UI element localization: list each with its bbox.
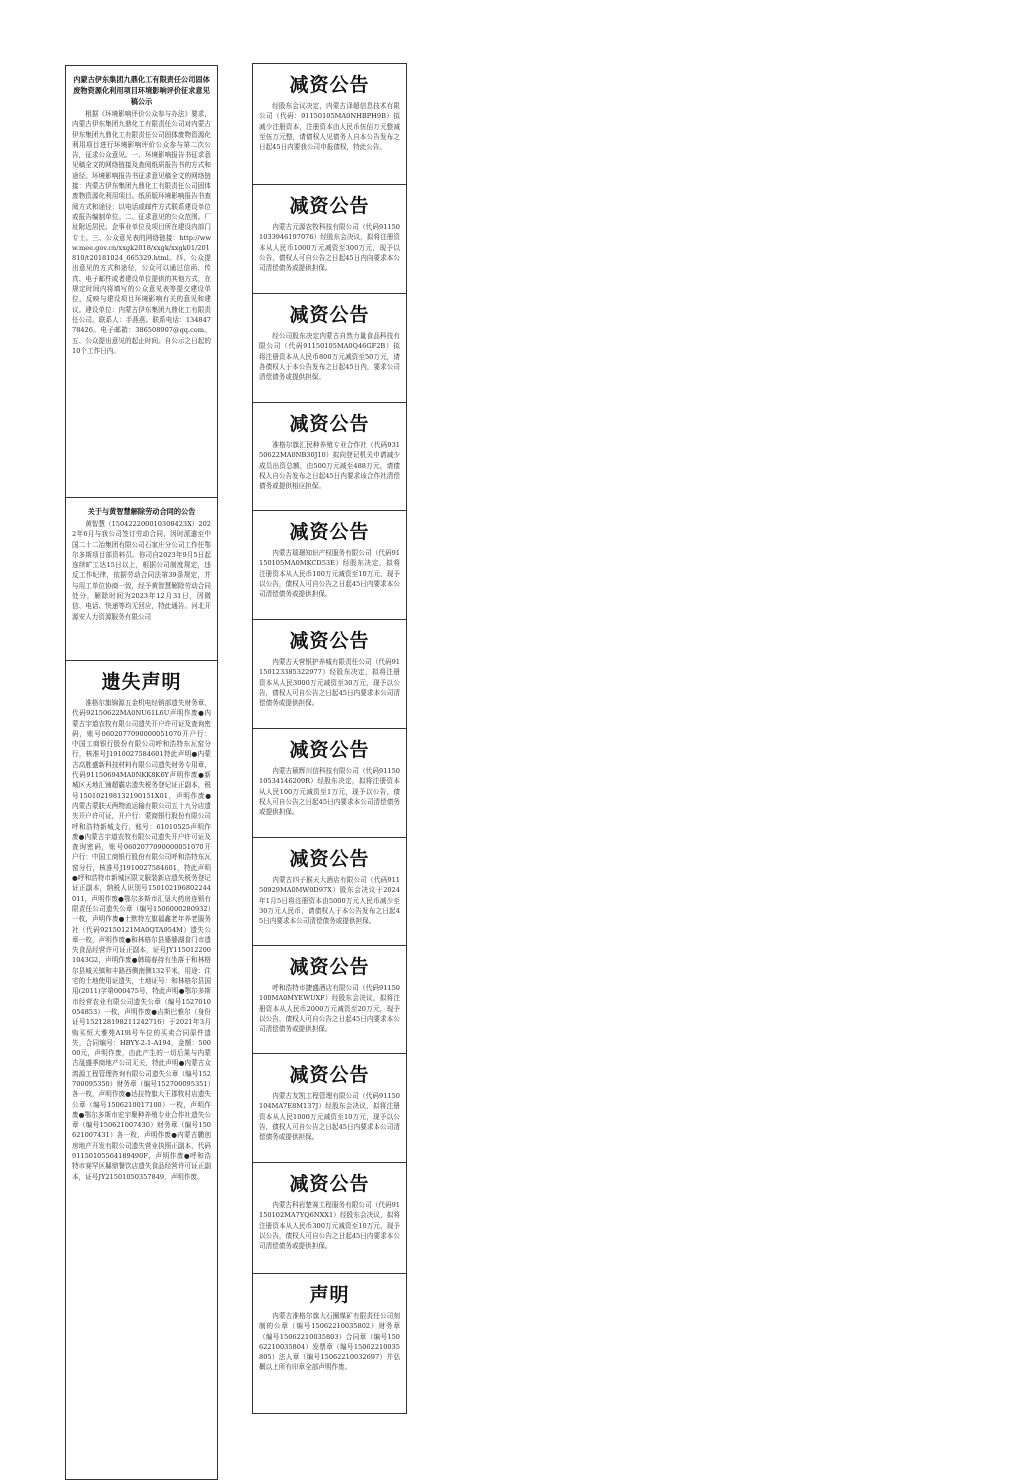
notice-title: 减资公告 bbox=[289, 195, 370, 217]
notice-body: 准格尔旗汇民种养殖专业合作社（代码93150622MA0NB30J10）拟向登记机关申请减少成员出资总额，由500万元减至488万元，请债权人自公告发布之日起45日内要求该合作社清偿债务或提供相应担保。 bbox=[259, 441, 400, 491]
capital-reduction-notice bbox=[253, 1163, 406, 1274]
capital-reduction-notice bbox=[253, 185, 406, 294]
notice-title: 减资公告 bbox=[289, 304, 370, 326]
eia-notice-title: 内蒙古伊东集团九鼎化工有限责任公司固体废物资源化利用项目环境影响评价征求意见稿公示 bbox=[73, 75, 210, 106]
capital-reduction-notice bbox=[253, 511, 406, 620]
capital-reduction-notice bbox=[253, 403, 406, 511]
notice-title: 减资公告 bbox=[289, 1064, 370, 1086]
capital-reduction-notice bbox=[253, 294, 406, 403]
labor-contract-notice-body: 黄智慧（150422200010308423X）2022年6月与我公司签订劳动合同，因时派遣至中国二十二冶集团有限公司石家庄分公司工作任鄂尔多斯项目部资料员。你司自2023年9月5日起连续旷工达15日以上，根据公司制度规定，违反工作纪律，依据劳动合同法第39条规定，并与用工单位协商一致，经予黄智慧解除劳动合同处分，解除时间为2023年12月31日，因微信、电话、快递等均无回应，特此通告。河北开源安人力资源服务有限公司 bbox=[72, 520, 211, 621]
lost-declaration-body: 准格尔旗锦源五金机电经销部遗失财务章，代码92150622MA0NU61L6U声明作废●内蒙古宇道农牧有限公司遗失开户许可证及查询密码，账号0602077090000051070开户行：中国工商银行股份有限公司呼和浩特东瓦窑分行，核准号J1910027584601特此声明●内蒙古高胜盛新科技材料有限公司遗失财务专用章，代码91150694MA0NKK8K6Y声明作废●新城区天地汇铺超霸店遗失税务登记证正副本，税号150102198132190151X01，声明作废●内蒙古蒙肤天两物流运输有限公司五十九分店遗失开户许可证，开户行：蒙商银行股份有限公司呼和浩特新城支行，账号：61010525声明作废●内蒙古宇道农牧有限公司遗失开户许可证及查询密码，账号0602077090000051070开户行：中国工商银行股份有限公司呼和浩特东瓦窑分行，核准号J1910027584601，特此声明●呼和浩特市新城区限文服装新店遗失税务登记证正副本，纳税人识别号150102196802244011，声明作废●鄂尔多斯市汇垦大药房连锁有限责任公司遗失公章（编号1506000280932）一枚，声明作废●土默特左旗福鑫老年养老服务社（代码92150121MA0QTA954M）遗失公章一枚，声明作废●和林格尔县婆婆湖食门市遗失食品经营许可证正副本，证号JY1150122001043G2，声明作废●韩瑞春持有坐落于和林格尔县城关镇和丰路西侧南侧132平米，用途：住宅的土地使用证遗失，土地证号：和林格尔县国用(2011)字第000475号，特此声明●鄂尔多斯市经营农业有限公司遗失公章（编号1527010054853）一枚，声明作废●吉斯巴雅尔（身份证号152128198211242716）于2021年3月购买恒大雅苑A19l号车位的买卖合同原件遗失，合同编号：HBYY-2-1-A194，金额：50000元，声明作废，由此产生的一切后果与内蒙古晟盛季商地产公司无关，特此声明●内蒙古众鸿源工程管理咨询有限公司遗失公章（编号15270009535​0）财务章（编号15270009535​1）各一枚，声明作废●达拉特旗大王郡牧村店遗失公章（编号1506210017100）一枚，声明作废●鄂尔多斯市宏宇聚种养殖专业合作社遗失公章（编号150621007430）财务章（编号150621007431）各一枚，声明作废●内蒙古鹏创房地产开发有限公司遗失营业执照正副本，代码9115010556418949​0F，声明作废●呼和浩特市赛罕区縣鼎餐饮店遗失食品经营许可证正副本，证号JY21501050357849，声明作废。 bbox=[72, 699, 211, 1181]
capital-reduction-notice bbox=[253, 620, 406, 729]
eia-notice bbox=[66, 66, 217, 498]
capital-reduction-notice bbox=[253, 729, 406, 838]
declaration-title: 声明 bbox=[309, 1284, 350, 1306]
lost-declaration-title: 遗失声明 bbox=[101, 671, 182, 693]
notice-body: 呼和浩特市捷盛酒店有限公司（代码91150100MA0MYEWUXF）经股东会决议，拟将注册资本从人民币2000万元减资至20万元，现予以公告，债权人可自公告之日起45日内要求本公司清偿债务或提供担保。 bbox=[259, 984, 400, 1034]
notice-body: 经股东会议决定，内蒙古泽超信息技术有限公司（代码：91150105MA0NHBPH9B）拟减少注册资本，注册资本由人民币伍佰万元整减至伍万元整，请债权人见债务人自本公告发布之日起45日内要我公司申报债权，特此公告。 bbox=[259, 102, 400, 152]
notice-body: 内蒙古天营银护养城有限责任公司（代码91150123385322977）经股东决定，拟将注册资本从人民3000万元减资至30万元，现予以公告，债权人可自公告之日起45日内要求本公司清偿债务或提供担保。 bbox=[259, 658, 400, 708]
notice-title: 减资公告 bbox=[289, 521, 370, 543]
lost-declaration bbox=[66, 661, 217, 1479]
labor-contract-notice bbox=[66, 498, 217, 661]
capital-reduction-notice bbox=[253, 64, 406, 185]
capital-reduction-notice bbox=[253, 1054, 406, 1163]
left-column bbox=[65, 65, 218, 1480]
notice-title: 减资公告 bbox=[289, 739, 370, 761]
notice-title: 减资公告 bbox=[289, 74, 370, 96]
notice-title: 减资公告 bbox=[289, 848, 370, 870]
notice-body: 内蒙古瑞璟知识产权服务有限公司（代码91150105MA0MKCD53E）经股东决定，拟将注册资本从人民币100万元减资至10万元，现予以公告，债权人可自公告之日起45日内要求本公司清偿债务或提供担保。 bbox=[259, 549, 400, 599]
notice-body: 经公司股东决定内蒙古自然力量食品科技有限公司（代码91150105MA0Q46GF2B）拟将注册资本从人民币800万元减资至50万元，请各债权人于本公告发布之日起45日内，要求公司清偿债务或提供担保。 bbox=[259, 332, 400, 382]
capital-reduction-notice bbox=[253, 838, 406, 946]
notice-title: 减资公告 bbox=[289, 956, 370, 978]
notice-body: 内蒙古友凯工程管理有限公司（代码91150104MA7E8M137J）经股东会决议，拟将注册资本从人民1000万元减资至10万元，现予以公告，债权人可自公告之日起45日内要求本公司清偿债务或提供担保。 bbox=[259, 1092, 400, 1142]
right-column bbox=[252, 63, 407, 1414]
notice-body: 内蒙古科岩楚赛工程服务有限公司（代码91150102MA7YQ6NXX1）经股东会决议，拟将注册资本从人民币300万元减资至10万元，现予以公告，债权人可自公告之日起45日内要求本公司清偿债务或提供担保。 bbox=[259, 1201, 400, 1251]
declaration-body: 内蒙古准格尔旗大石圈煤矿有限责任公司刻制的公章（编号1506221003580​2）财务章（编号1506221003580​3）合同章（编号1506221003580​4）发票章（编号1506221003580​5）法人章（编号15062210032697）并弘概以上所有印章全部声明作废。 bbox=[259, 1312, 400, 1372]
eia-notice-body: 根据《环境影响评价公众参与办法》要求，内蒙古伊东集团九鼎化工有限责任公司对内蒙古伊东集团九鼎化工有限责任公司固体废物资源化利用项目进行环境影响评价公众参与第二次公告，征求公众意见。一、环境影响报告书征求意见稿全文的网络链接及查阅纸质报告书的方式和途径。环境影响报告书征求意见稿全文的网络链接：内蒙古伊东集团九鼎化工有限责任公司固体废物资源化利用项目。纸质版环境影响报告书查阅方式和途径：以电话或邮件方式联系建设单位或报告编制单位。二、征求意见的公众范围。厂址附近居民、企事业单位及项目所在建设内部门专士。三、公众意见表的网络链接：http://www.mee.gov.cn/xxgk2018/xxgk/xxgk01/201810/t20181024_665329.html。四、公众提出意见的方式和途径，公众可以通过信函、传真、电子邮件或者建设单位提供的其他方式，在规定时间内将填写的公众意见表等提交建设单位，反映与建设项目环境影响有关的意见和建议。建设单位：内蒙古伊东集团九鼎化工有限责任公司。联系人：手燕燕。联系电话：13484778426。电子邮箱：386508907@qq.com。五、公众提出意见的起止时间。自公示之日起的10个工作日内。 bbox=[72, 110, 211, 355]
notice-title: 减资公告 bbox=[289, 413, 370, 435]
notice-title: 减资公告 bbox=[289, 1173, 370, 1195]
seal-cancellation-declaration bbox=[253, 1274, 406, 1413]
notice-title: 减资公告 bbox=[289, 630, 370, 652]
notice-body: 内蒙古硕辉川信科技有限公司（代码91150105341462​09R）经股东决定，拟将注册资本从人民100万元减资至1万元，现予以公告，债权人可自公告之日起45日内要求本公司清偿债务或提供担保。 bbox=[259, 767, 400, 817]
capital-reduction-notice bbox=[253, 946, 406, 1054]
notice-body: 内蒙古四子猴天大酒店有限公司（代码91150929MA0MW0D97X）股东会决议于2024年1月5日将注册资本由5000万元人民币减少至30万元人民币，请债权人于本公告发布之日起45日内要求本公司清偿债务或提供担保。 bbox=[259, 876, 400, 926]
notice-body: 内蒙古元源农牧科技有限公司（代码91150103394619707​6）经股东会决议，拟将注册资本从人民币1000万元减资至300万元，现予以公告，债权人可自公告之日起45日内向要求本公司清偿债务或提供担保。 bbox=[259, 223, 400, 273]
labor-contract-notice-title: 关于与黄智慧解除劳动合同的公告 bbox=[87, 507, 196, 516]
